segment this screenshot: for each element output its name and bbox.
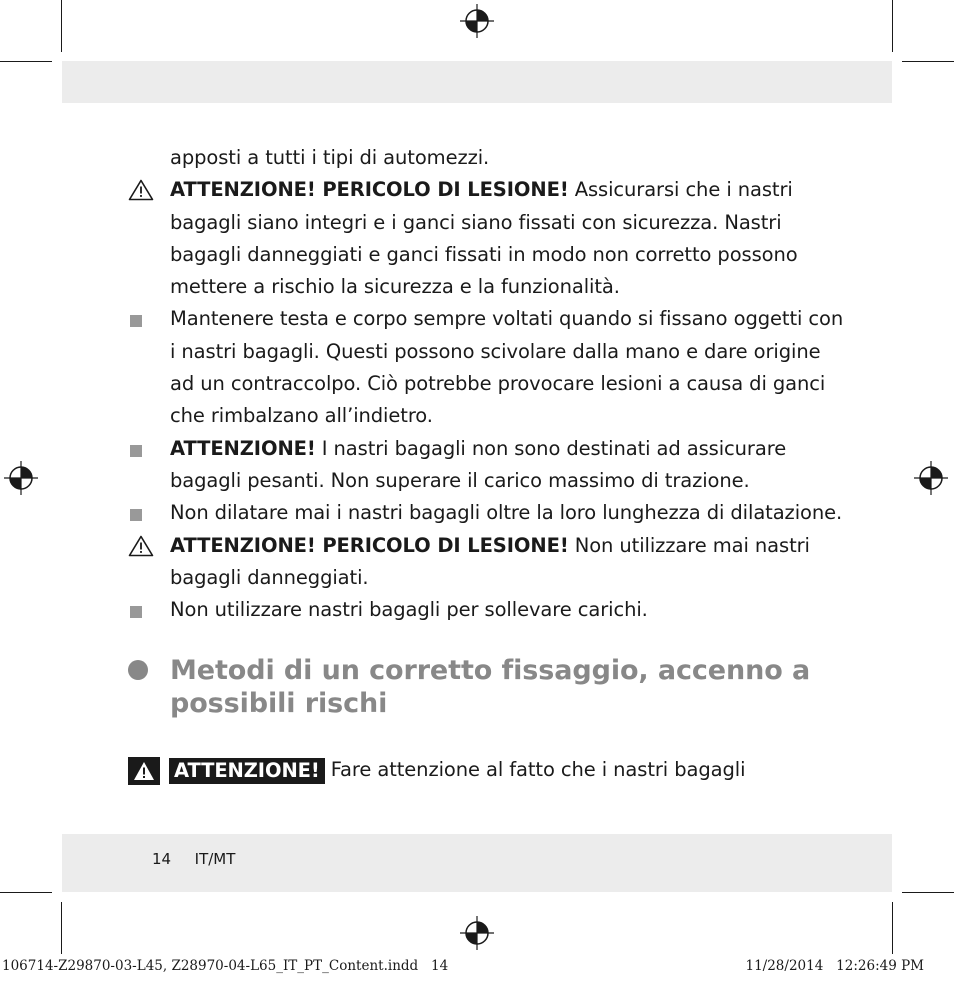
lead-line: apposti a tutti i tipi di automezzi. — [170, 146, 490, 169]
registration-mark-icon — [460, 916, 494, 950]
list-item: Non utilizzare nastri bagagli per sollevare carichi. — [128, 594, 848, 626]
list-item: ATTENZIONE! I nastri bagagli non sono destinati ad assicurare bagagli pesanti. Non superare il carico massimo di trazione. — [128, 433, 848, 498]
header-band — [62, 61, 892, 103]
crop-mark — [61, 902, 62, 954]
crop-mark — [902, 61, 954, 62]
registration-mark-icon — [914, 461, 948, 495]
square-bullet-icon — [130, 315, 142, 327]
registration-mark-icon — [460, 4, 494, 38]
square-bullet-icon — [130, 606, 142, 618]
warning-label: ATTENZIONE! — [169, 758, 325, 784]
list-item: ATTENZIONE! PERICOLO DI LESIONE! Non utilizzare mai nastri bagagli danneggiati. — [128, 530, 848, 595]
crop-mark — [0, 61, 52, 62]
warning-triangle-icon — [128, 179, 154, 201]
page-content — [128, 142, 848, 787]
warning-triangle-icon — [128, 757, 160, 785]
print-slug-timestamp: 11/28/2014 12:26:49 PM — [745, 958, 924, 974]
crop-mark — [902, 892, 954, 893]
page-number: 14 — [152, 850, 172, 868]
crop-mark — [892, 0, 893, 52]
list-item: Mantenere testa e corpo sempre voltati quando si fissano oggetti con i nastri bagagli. Questi possono scivolare dalla mano e dare origine ad un contraccolpo. Ciò potrebbe provocare lesioni a causa di ganci che rimbalzano all’indietro. — [128, 303, 848, 432]
square-bullet-icon — [130, 445, 142, 457]
page-footer — [152, 850, 235, 868]
warning-text: Fare attenzione al fatto che i nastri bagagli — [330, 758, 746, 782]
warning-notice — [128, 754, 848, 786]
list-item: ATTENZIONE! PERICOLO DI LESIONE! Assicurarsi che i nastri bagagli siano integri e i ganci siano fissati con sicurezza. Nastri bagagli danneggiati e ganci fissati in modo non corretto possono mettere a rischio la sicurezza e la funzionalità. — [128, 174, 848, 303]
print-slug-file: 106714-Z29870-03-L45, Z28970-04-L65_IT_PT_Content.indd 14 — [2, 958, 449, 974]
locale-label: IT/MT — [194, 850, 236, 868]
crop-mark — [0, 892, 52, 893]
list-item: Non dilatare mai i nastri bagagli oltre la loro lunghezza di dilatazione. — [128, 497, 848, 529]
section-heading: Metodi di un corretto fissaggio, accenno a possibili rischi — [128, 654, 848, 720]
crop-mark — [892, 902, 893, 954]
registration-mark-icon — [4, 461, 38, 495]
crop-mark — [61, 0, 62, 52]
square-bullet-icon — [130, 509, 142, 521]
warning-triangle-icon — [128, 535, 154, 557]
round-bullet-icon — [128, 660, 148, 680]
